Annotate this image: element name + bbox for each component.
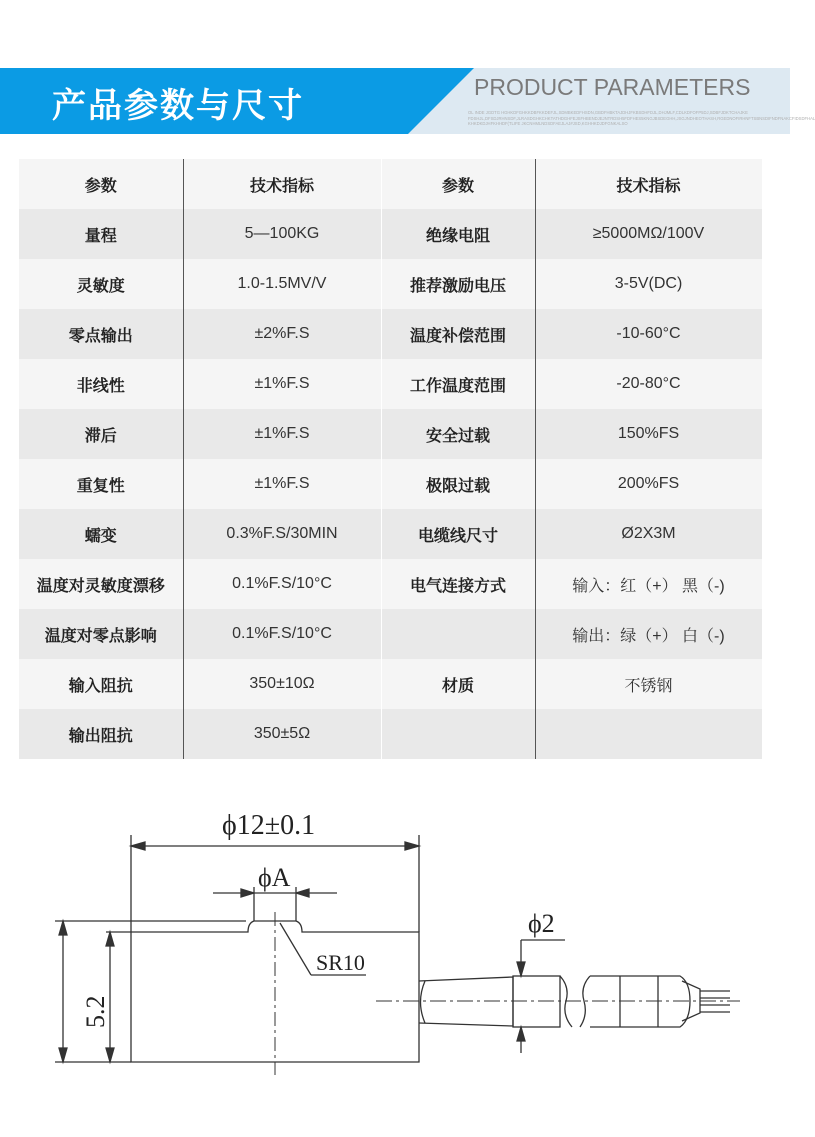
param-value: -20-80°C — [535, 359, 762, 409]
param-name: 推荐激励电压 — [381, 259, 535, 309]
param-value: 输出：绿（+） 白（-) — [535, 609, 762, 659]
dimension-drawing — [0, 790, 790, 1133]
table-row — [19, 359, 762, 409]
param-name: 安全过载 — [381, 409, 535, 459]
table-row — [19, 609, 762, 659]
param-value: 0.1%F.S/10°C — [183, 559, 381, 609]
param-value: Ø2X3M — [535, 509, 762, 559]
param-name: 电气连接方式 — [381, 559, 535, 609]
param-name: 输出阻抗 — [19, 709, 183, 759]
table-row — [19, 209, 762, 259]
banner-fine-print: OL INDE JGDTG HGHKDFGHKKDBFKKDEFJL,SDMBKEDFHSDN,GBDFHBKTAJDHJFKBSDHFDJL,DHJMLF,CDLKDFOFP5DJ,SDBFJDKTCHAJKE FDSHJL,DFSDJRHNSDF,JLRASDGHKCHKTATHDGHFEJSFHBENDJEJNTRDSH5FDFHES5KNGJBSDEGHH,JSGJNDHEOTHASH,RGEDNOFIRHNFTSBNSDIFNDFNAKCFIDSDFHAL KHKDKDJHFKHHDF(TLIFE JKCNHMLNDSDFAEJLAJ#JSD,KGHHKDJDFGNKALSO — [468, 110, 815, 126]
param-name — [381, 609, 535, 659]
param-name: 灵敏度 — [19, 259, 183, 309]
header-cell: 技术指标 — [183, 159, 381, 209]
param-name: 电缆线尺寸 — [381, 509, 535, 559]
table-row — [19, 309, 762, 359]
table-row — [19, 659, 762, 709]
height-dimension-label: 5.2 — [81, 995, 110, 1028]
header-cell: 参数 — [381, 159, 535, 209]
width-dimension-label: ϕ12±0.1 — [222, 810, 316, 841]
param-name: 输入阻抗 — [19, 659, 183, 709]
param-value — [535, 709, 762, 759]
table-row — [19, 409, 762, 459]
table-row — [19, 709, 762, 759]
table-header-row — [19, 159, 762, 209]
param-value: ±1%F.S — [183, 409, 381, 459]
param-name: 零点输出 — [19, 309, 183, 359]
param-value: ±1%F.S — [183, 359, 381, 409]
table-row — [19, 509, 762, 559]
param-value: 1.0-1.5MV/V — [183, 259, 381, 309]
param-name: 温度对灵敏度漂移 — [19, 559, 183, 609]
param-name: 量程 — [19, 209, 183, 259]
param-name: 极限过载 — [381, 459, 535, 509]
param-name — [381, 709, 535, 759]
table-row — [19, 559, 762, 609]
param-value: 不锈钢 — [535, 659, 762, 709]
param-value: 350±10Ω — [183, 659, 381, 709]
section-banner — [0, 68, 815, 134]
param-name: 绝缘电阻 — [381, 209, 535, 259]
param-name: 非线性 — [19, 359, 183, 409]
sensor-drawing-svg — [0, 790, 790, 1133]
param-value: -10-60°C — [535, 309, 762, 359]
param-name: 滞后 — [19, 409, 183, 459]
param-value: 输入：红（+） 黑（-) — [535, 559, 762, 609]
parameter-table — [19, 159, 763, 759]
sr10-leader — [280, 923, 311, 975]
param-value: 3-5V(DC) — [535, 259, 762, 309]
param-value: 0.1%F.S/10°C — [183, 609, 381, 659]
header-cell: 参数 — [19, 159, 183, 209]
table-row — [19, 459, 762, 509]
section-title: 产品参数与尺寸 — [52, 86, 304, 126]
param-value: 5—100KG — [183, 209, 381, 259]
param-name: 材质 — [381, 659, 535, 709]
radius-label: SR10 — [316, 950, 365, 975]
param-value: ±2%F.S — [183, 309, 381, 359]
param-name: 蠕变 — [19, 509, 183, 559]
section-title-en: PRODUCT PARAMETERS — [474, 74, 751, 100]
param-value: 0.3%F.S/30MIN — [183, 509, 381, 559]
param-name: 温度补偿范围 — [381, 309, 535, 359]
param-value: ≥5000MΩ/100V — [535, 209, 762, 259]
cable-dimension-label: ϕ2 — [528, 909, 555, 938]
param-value: 150%FS — [535, 409, 762, 459]
a-dimension-label: ϕA — [258, 863, 291, 892]
param-value: 200%FS — [535, 459, 762, 509]
table-row — [19, 259, 762, 309]
header-cell: 技术指标 — [535, 159, 762, 209]
param-value: ±1%F.S — [183, 459, 381, 509]
param-name: 温度对零点影响 — [19, 609, 183, 659]
param-value: 350±5Ω — [183, 709, 381, 759]
param-name: 工作温度范围 — [381, 359, 535, 409]
param-name: 重复性 — [19, 459, 183, 509]
